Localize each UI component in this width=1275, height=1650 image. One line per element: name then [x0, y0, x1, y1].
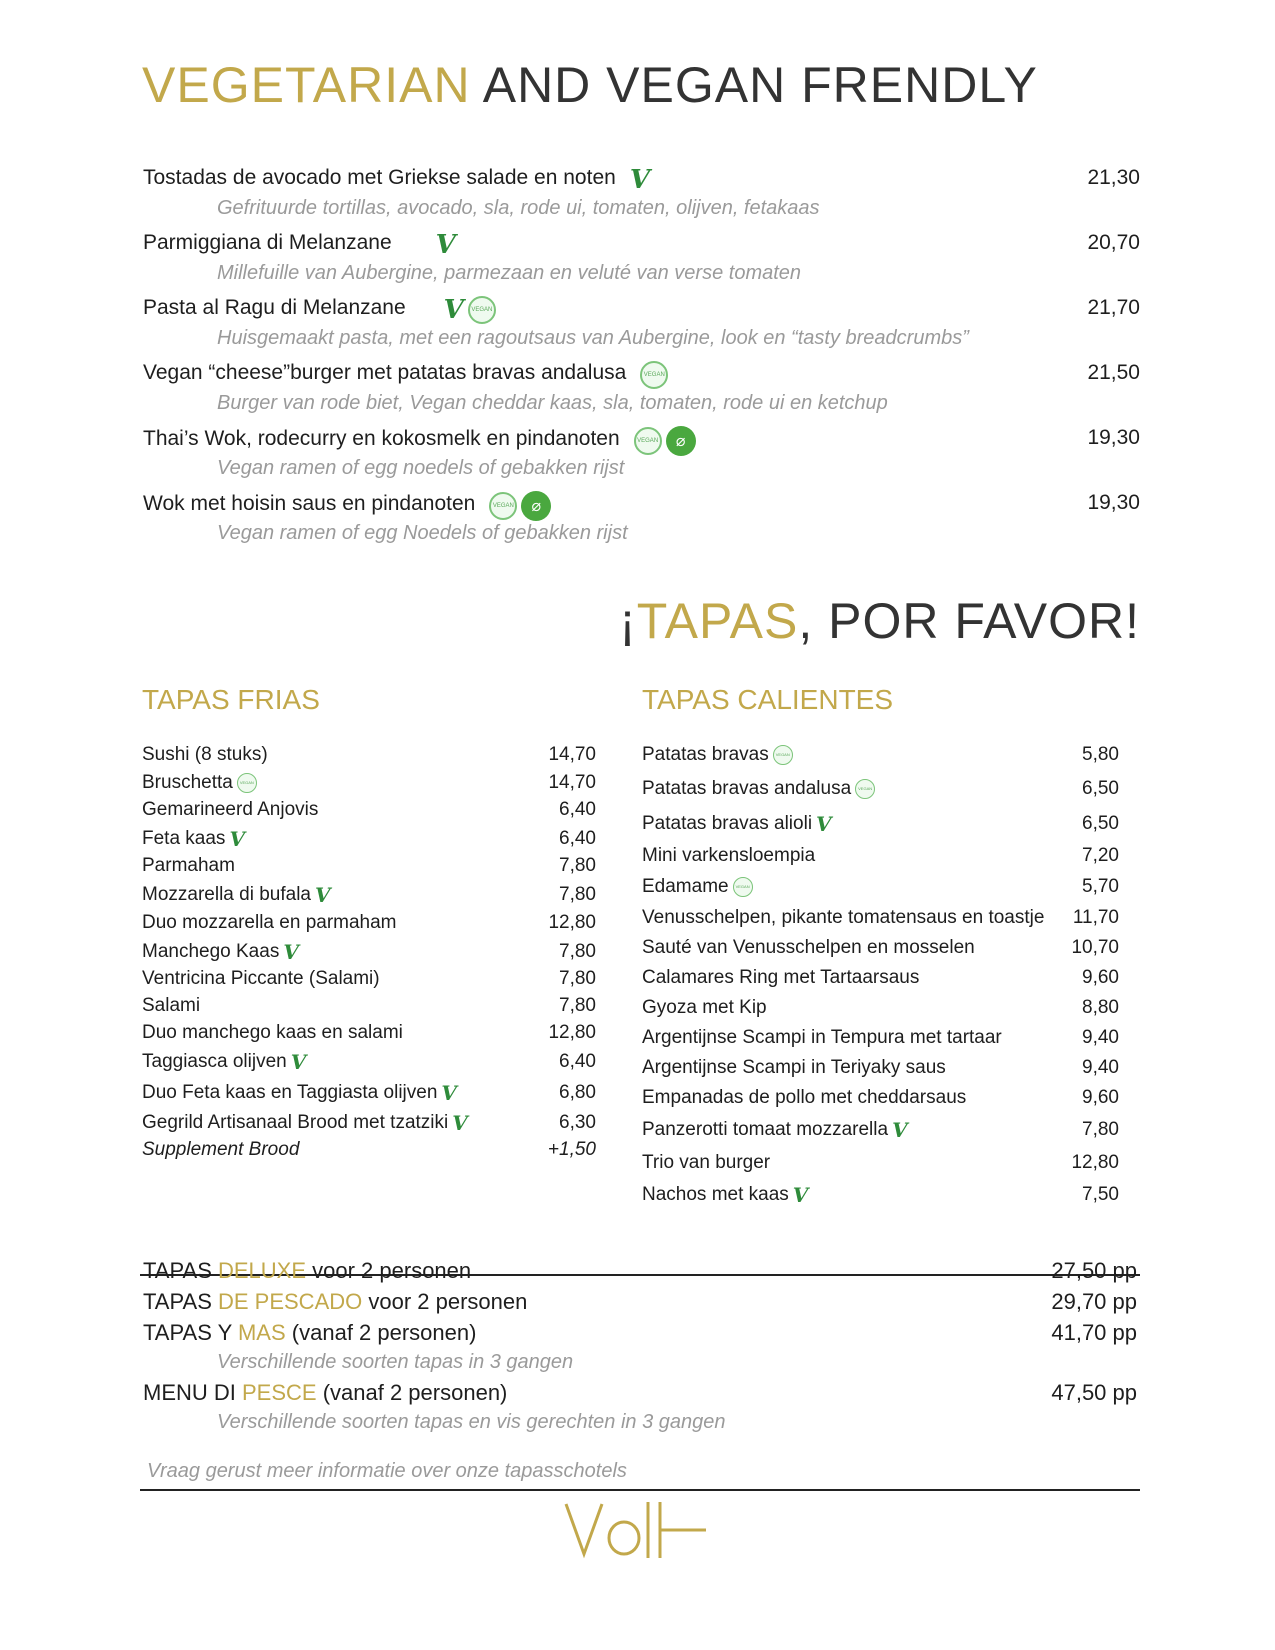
vegetarian-menu-item: [143, 295, 1140, 349]
tapas-item: [142, 828, 596, 850]
combo-description: Verschillende soorten tapas in 3 gangen: [217, 1351, 574, 1373]
item-price: 9,40: [1082, 1027, 1119, 1048]
item-price: 19,30: [1087, 426, 1140, 449]
combo-menu-item: [143, 1289, 1137, 1315]
item-name: Duo manchego kaas en salami: [142, 1022, 403, 1043]
diet-icons: [630, 426, 696, 456]
item-name: Sushi (8 stuks): [142, 744, 268, 765]
vegan-icon: VEGAN: [634, 427, 662, 455]
combo-price: 29,70 pp: [1051, 1289, 1137, 1314]
vegan-icon: VEGAN: [640, 361, 668, 389]
item-name: Trio van burger: [642, 1152, 771, 1173]
tapas-item: [642, 876, 1119, 898]
item-name: Thai’s Wok, rodecurry en kokosmelk en pindanoten: [143, 427, 620, 451]
diet-icons: [440, 296, 496, 324]
tapas-item: [642, 967, 1119, 989]
item-name: Taggiasca olijven: [142, 1051, 287, 1072]
item-name: Manchego Kaas: [142, 941, 280, 962]
tapas-frias-heading: TAPAS FRIAS: [142, 684, 320, 715]
tapas-item: [142, 744, 596, 766]
diet-icons: [636, 361, 668, 389]
item-name: Gyoza met Kip: [642, 997, 767, 1018]
tapas-item: [642, 1184, 1119, 1206]
item-name: Gegrild Artisanaal Brood met tzatziki: [142, 1112, 449, 1133]
tapas-item: [142, 1139, 596, 1161]
tapas-title-rest: , POR FAVOR!: [798, 593, 1140, 649]
combo-title-pre: TAPAS Y: [143, 1320, 238, 1345]
item-name: Panzerotti tomaat mozzarella: [642, 1119, 889, 1140]
tapas-item: [142, 884, 596, 906]
combo-footnote: Vraag gerust meer informatie over onze tapasschotels: [147, 1460, 627, 1482]
item-price: +1,50: [547, 1139, 596, 1160]
tapas-section-title: [619, 592, 1140, 650]
item-price: 7,80: [559, 855, 596, 876]
item-description: Huisgemaakt pasta, met een ragoutsaus van Aubergine, look en “tasty breadcrumbs”: [217, 327, 969, 349]
combo-price: 27,50 pp: [1051, 1258, 1137, 1283]
title-rest-part: AND VEGAN FRENDLY: [470, 57, 1038, 113]
item-price: 6,40: [559, 799, 596, 820]
vegetarian-icon: V: [314, 882, 331, 907]
tapas-item: [642, 1027, 1119, 1049]
vegan-icon: VEGAN: [773, 745, 793, 765]
item-price: 6,30: [559, 1112, 596, 1133]
tapas-item: [642, 997, 1119, 1019]
item-price: 6,80: [559, 1082, 596, 1103]
item-description: Burger van rode biet, Vegan cheddar kaas, sla, tomaten, rode ui en ketchup: [217, 392, 888, 414]
item-name: Feta kaas: [142, 828, 226, 849]
item-description: Gefrituurde tortillas, avocado, sla, rode ui, tomaten, olijven, fetakaas: [217, 197, 820, 219]
item-name: Nachos met kaas: [642, 1184, 789, 1205]
item-price: 7,80: [1082, 1119, 1119, 1140]
vegetarian-icon: V: [435, 229, 456, 260]
tapas-item: [142, 1051, 596, 1073]
tapas-item: [642, 1087, 1119, 1109]
tapas-title-prefix: ¡: [619, 593, 637, 649]
vegetarian-icon: V: [629, 164, 650, 195]
combo-price: 41,70 pp: [1051, 1320, 1137, 1345]
tapas-item: [142, 1112, 596, 1134]
item-name: Bruschetta: [142, 772, 233, 793]
tapas-item: [642, 744, 1119, 766]
vegetarian-menu-item: [143, 164, 1140, 219]
item-price: 10,70: [1071, 937, 1119, 958]
vegetarian-icon: V: [892, 1117, 908, 1142]
item-name: Edamame: [642, 876, 729, 897]
item-price: 6,40: [559, 1051, 596, 1072]
item-name: Wok met hoisin saus en pindanoten: [143, 492, 476, 516]
tapas-item: [142, 855, 596, 877]
item-price: 21,30: [1087, 166, 1140, 189]
item-name: Mozzarella di bufala: [142, 884, 311, 905]
vegetarian-icon: V: [816, 811, 832, 836]
item-price: 7,80: [559, 995, 596, 1016]
item-price: 8,80: [1082, 997, 1119, 1018]
item-name: Duo Feta kaas en Taggiasta olijven: [142, 1082, 438, 1103]
tapas-item: [142, 912, 596, 934]
item-name: Vegan “cheese”burger met patatas bravas andalusa: [143, 361, 627, 385]
bottom-divider: [140, 1489, 1140, 1491]
item-price: 7,80: [559, 884, 596, 905]
tapas-title-gold: TAPAS: [636, 593, 799, 649]
combo-menu-item: [143, 1258, 1137, 1284]
vegetarian-menu-item: [143, 491, 1140, 544]
item-price: 14,70: [548, 744, 596, 765]
gluten-free-icon: ⌀: [666, 426, 696, 456]
combo-title-pre: TAPAS: [143, 1258, 218, 1283]
item-price: 9,60: [1082, 1087, 1119, 1108]
item-name: Argentijnse Scampi in Tempura met tartaar: [642, 1027, 1002, 1048]
item-description: Millefuille van Aubergine, parmezaan en veluté van verse tomaten: [217, 262, 802, 284]
tapas-item: [142, 772, 596, 794]
vegetarian-icon: V: [290, 1049, 307, 1074]
vegan-icon: VEGAN: [468, 296, 496, 324]
item-price: 21,70: [1087, 296, 1140, 319]
item-price: 12,80: [548, 1022, 596, 1043]
item-price: 20,70: [1087, 231, 1140, 254]
item-name: Tostadas de avocado met Griekse salade en noten: [143, 166, 616, 189]
item-price: 12,80: [1071, 1152, 1119, 1173]
vegetarian-menu-item: [143, 426, 1140, 479]
combo-title-pre: MENU DI: [143, 1380, 242, 1405]
item-name: Patatas bravas alioli: [642, 813, 813, 834]
vegetarian-icon: V: [792, 1182, 809, 1207]
tapas-item: [142, 1022, 596, 1044]
restaurant-logo: [564, 1500, 714, 1560]
item-name: Patatas bravas andalusa: [642, 778, 852, 799]
item-price: 5,80: [1082, 744, 1119, 765]
vegan-icon: VEGAN: [237, 773, 257, 793]
combo-title-post: (vanaf 2 personen): [316, 1380, 508, 1405]
item-price: 14,70: [548, 772, 596, 793]
tapas-item: [642, 937, 1119, 959]
item-price: 6,50: [1082, 813, 1119, 834]
item-price: 12,80: [548, 912, 596, 933]
vegetarian-icon: V: [283, 939, 299, 964]
item-price: 19,30: [1087, 491, 1140, 514]
item-name: Mini varkensloempia: [642, 845, 816, 866]
tapas-item: [642, 907, 1119, 929]
item-price: 6,40: [559, 828, 596, 849]
combo-price: 47,50 pp: [1051, 1380, 1137, 1405]
combo-title-post: (vanaf 2 personen): [285, 1320, 477, 1345]
item-name: Pasta al Ragu di Melanzane: [143, 296, 406, 320]
combo-description: Verschillende soorten tapas en vis gerechten in 3 gangen: [217, 1411, 726, 1433]
tapas-item: [642, 778, 1119, 800]
tapas-item: [642, 845, 1119, 867]
item-name: Argentijnse Scampi in Teriyaky saus: [642, 1057, 946, 1078]
title-gold-part: VEGETARIAN: [142, 57, 471, 113]
combo-menu-item: [143, 1320, 1137, 1346]
combo-title-post: voor 2 personen: [362, 1289, 528, 1314]
item-price: 5,70: [1082, 876, 1119, 897]
item-name: Supplement Brood: [142, 1139, 300, 1160]
diet-icons: [485, 491, 551, 521]
item-name: Parmaham: [142, 855, 235, 876]
item-name: Venusschelpen, pikante tomatensaus en toastje: [642, 907, 1045, 928]
item-price: 7,50: [1082, 1184, 1119, 1205]
tapas-item: [642, 1057, 1119, 1079]
combo-title-post: voor 2 personen: [306, 1258, 472, 1283]
vegetarian-icon: V: [229, 826, 245, 851]
vegetarian-section-title: [142, 56, 1038, 114]
item-price: 9,40: [1082, 1057, 1119, 1078]
item-name: Calamares Ring met Tartaarsaus: [642, 967, 920, 988]
vegan-icon: VEGAN: [733, 877, 753, 897]
combo-title-gold: DE PESCADO: [217, 1289, 363, 1314]
item-description: Vegan ramen of egg Noedels of gebakken rijst: [217, 522, 628, 544]
combo-title-gold: PESCE: [242, 1380, 317, 1405]
item-price: 7,80: [559, 941, 596, 962]
item-name: Parmiggiana di Melanzane: [143, 231, 392, 254]
tapas-item: [142, 1082, 596, 1104]
gluten-free-icon: ⌀: [521, 491, 551, 521]
item-name: Patatas bravas: [642, 744, 769, 765]
item-price: 7,80: [559, 968, 596, 989]
diet-icons: [432, 229, 456, 260]
diet-icons: [626, 164, 650, 195]
combo-menu-item: [143, 1380, 1137, 1406]
combo-title-pre: TAPAS: [143, 1289, 218, 1314]
vegan-icon: VEGAN: [855, 779, 875, 799]
item-description: Vegan ramen of egg noedels of gebakken rijst: [217, 457, 625, 479]
item-name: Empanadas de pollo met cheddarsaus: [642, 1087, 967, 1108]
combo-title-gold: DELUXE: [217, 1258, 307, 1283]
vegan-icon: VEGAN: [489, 492, 517, 520]
item-name: Duo mozzarella en parmaham: [142, 912, 397, 933]
tapas-calientes-heading: TAPAS CALIENTES: [642, 684, 894, 715]
item-name: Sauté van Venusschelpen en mosselen: [642, 937, 975, 958]
item-price: 6,50: [1082, 778, 1119, 799]
tapas-item: [142, 995, 596, 1017]
item-price: 9,60: [1082, 967, 1119, 988]
item-name: Gemarineerd Anjovis: [142, 799, 319, 820]
item-price: 21,50: [1087, 361, 1140, 384]
combo-title-gold: MAS: [237, 1320, 286, 1345]
item-name: Salami: [142, 995, 201, 1016]
tapas-item: [142, 799, 596, 821]
vegetarian-menu-item: [143, 361, 1140, 414]
item-price: 11,70: [1072, 907, 1119, 928]
tapas-item: [642, 1119, 1119, 1141]
vegetarian-icon: V: [443, 295, 464, 325]
tapas-item: [642, 1152, 1119, 1174]
tapas-item: [142, 941, 596, 963]
item-name: Ventricina Piccante (Salami): [142, 968, 380, 989]
tapas-item: [142, 968, 596, 990]
tapas-item: [642, 813, 1119, 835]
item-price: 7,20: [1082, 845, 1119, 866]
vegetarian-icon: V: [441, 1080, 457, 1105]
vegetarian-icon: V: [452, 1110, 468, 1135]
vegetarian-menu-item: [143, 229, 1140, 284]
